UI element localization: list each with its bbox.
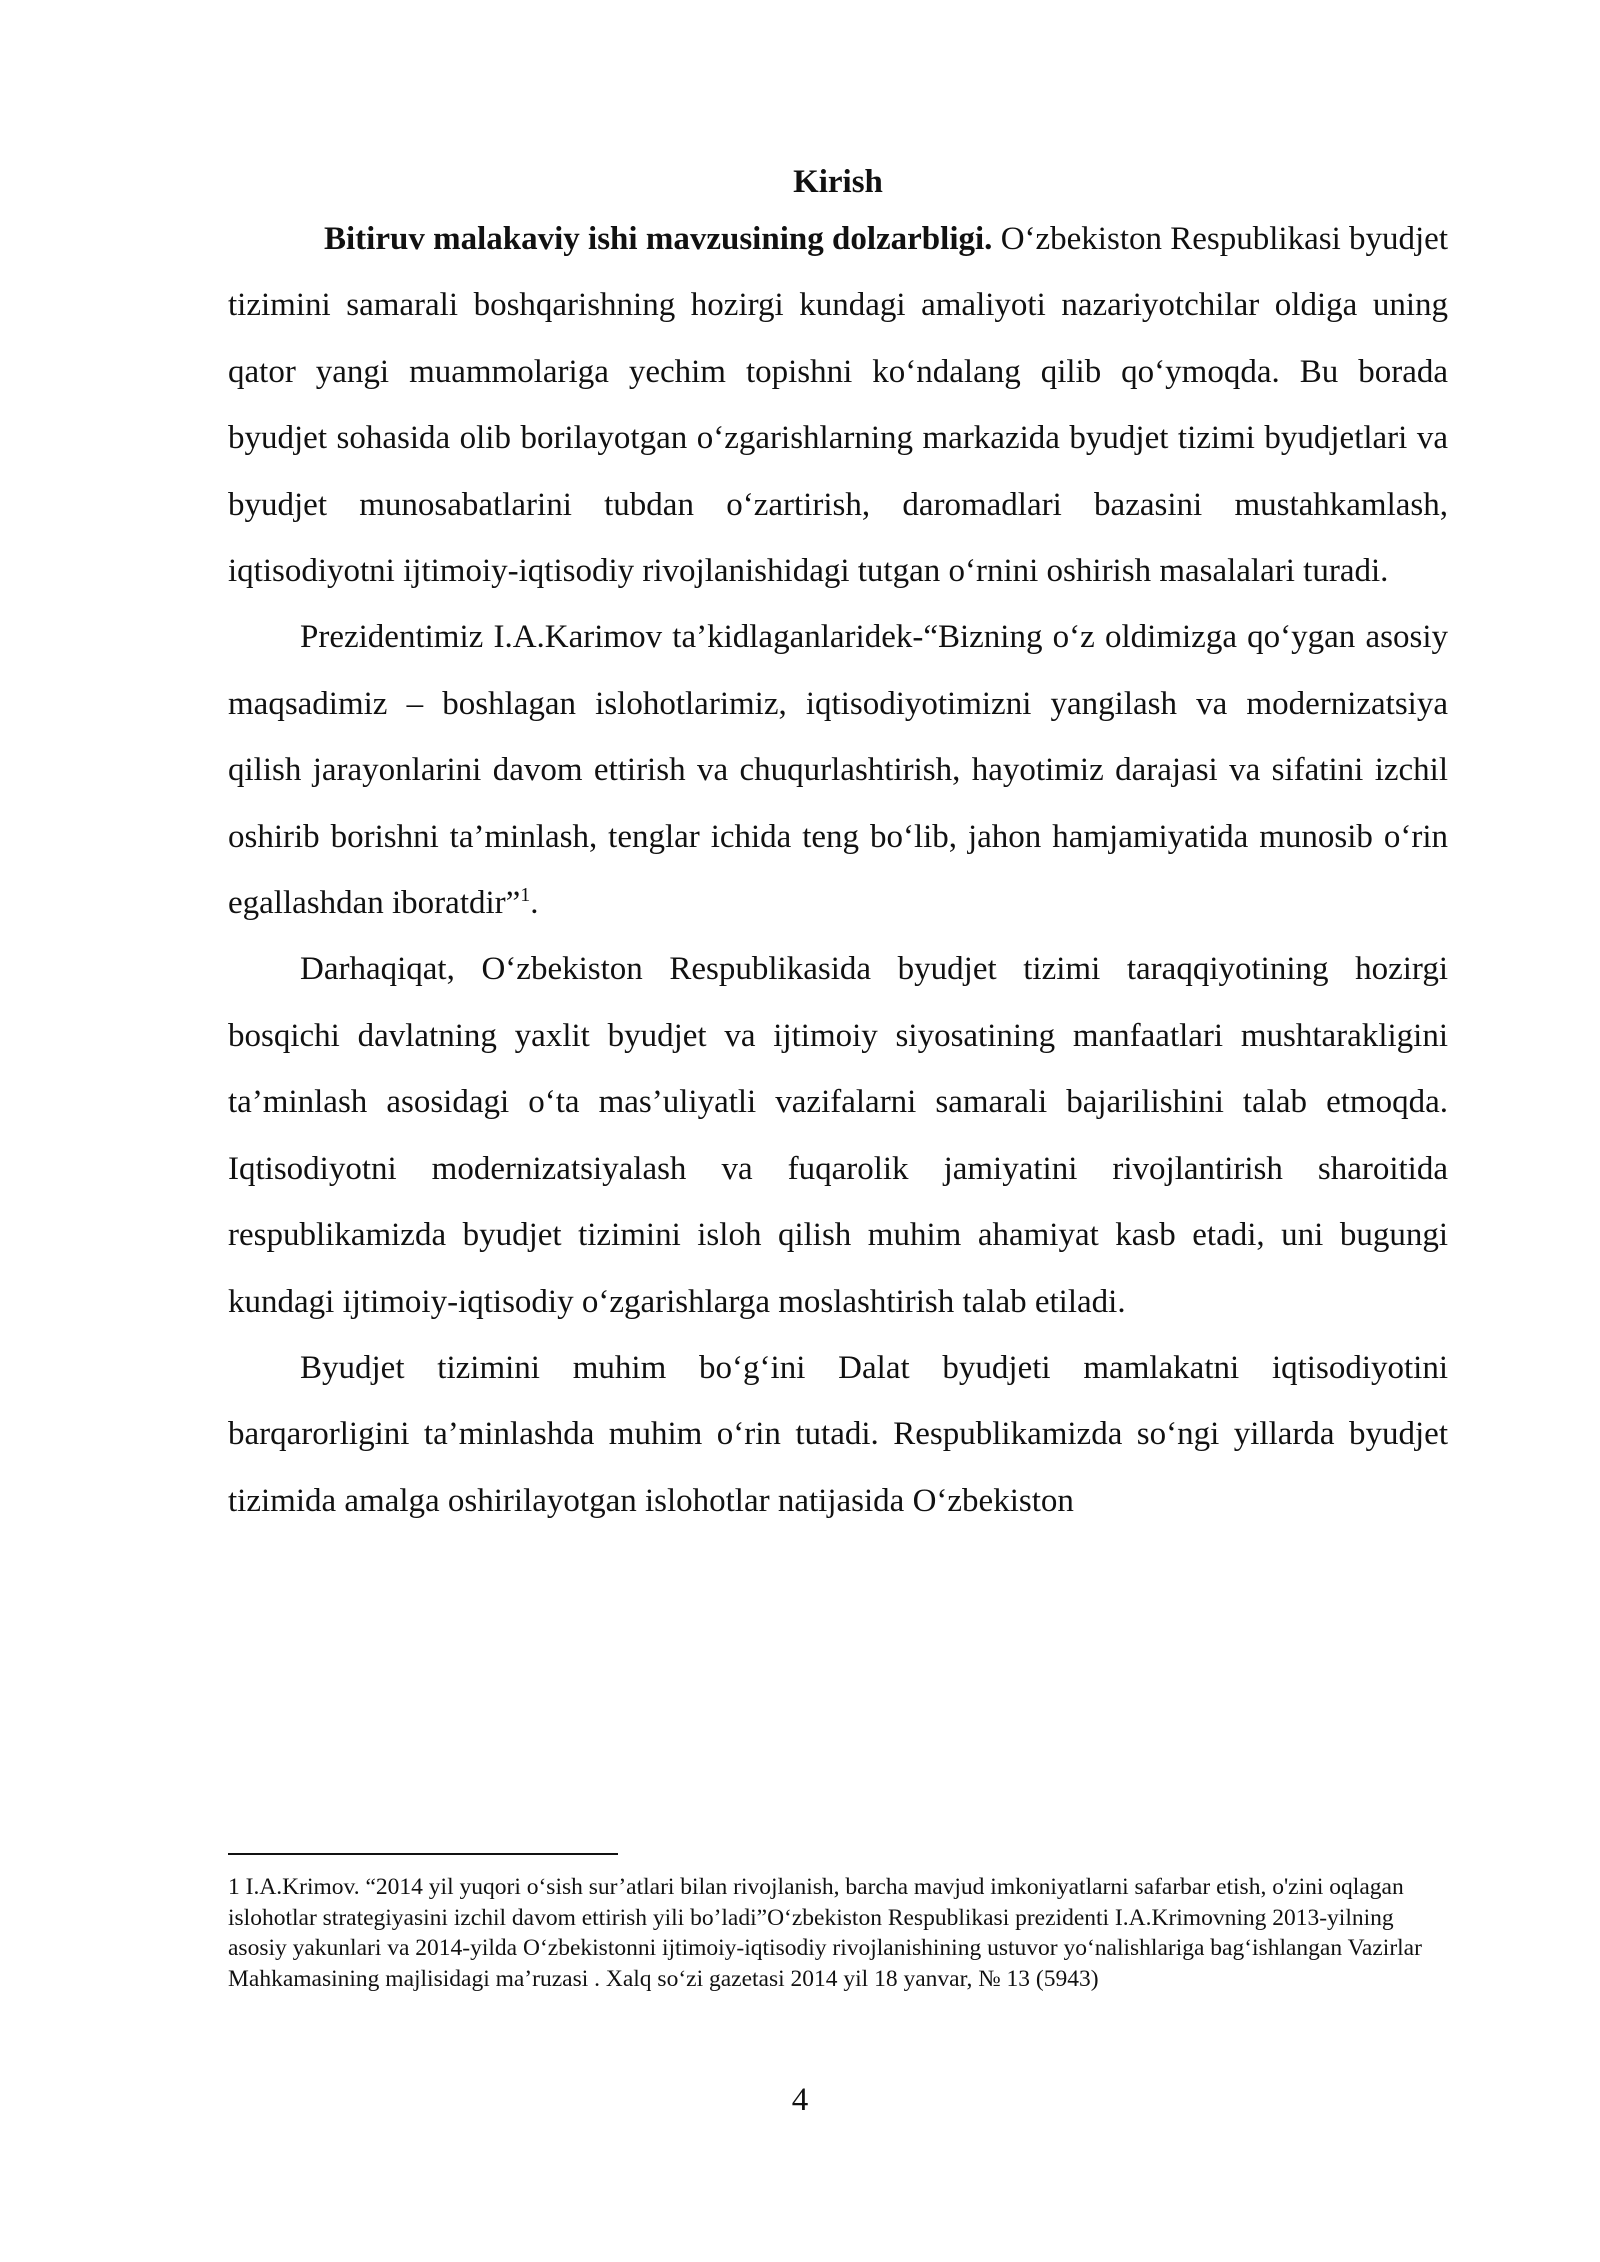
footnote-reference: 1 (520, 884, 531, 907)
paragraph-text: Darhaqiqat, O‘zbekiston Respublikasida byudjet tizimi taraqqiyotining hozirgi bosqichi davlatning yaxlit byudjet va ijtimoiy siyosatining manfaatlari mushtarakligini ta’minlash asosidagi o‘ta mas’uliyatli vazifalarni samarali bajarilishini talab etmoqda. Iqtisodiyotni modernizatsiyalash va fuqarolik jamiyatini rivojlantirish sharoitida respublikamizda byudjet tizimini isloh qilish muhim ahamiyat kasb etadi, uni bugungi kundagi ijtimoiy-iqtisodiy o‘zgarishlarga moslashtirish talab etiladi. (228, 951, 1448, 1320)
paragraph-quote (228, 604, 1448, 936)
footnote: 1 I.A.Krimov. “2014 yil yuqori o‘sish sur’atlari bilan rivojlanish, barcha mavjud imkoniyatlarni safarbar etish, o'zini oqlagan islohotlar strategiyasini izchil davom ettirish yili bo’ladi”O‘zbekiston Respublikasi prezidenti I.A.Krimovning 2013-yilning asosiy yakunlari va 2014-yilda O‘zbekistonni ijtimoiy-iqtisodiy rivojlanishining ustuvor yo‘nalishlariga bag‘ishlangan Vazirlar Mahkamasining majlisidagi ma’ruzasi . Xalq so‘zi gazetasi 2014 yil 18 yanvar, № 13 (5943) (228, 1874, 1422, 1992)
page-number: 4 (791, 2082, 809, 2118)
paragraph-relevance (228, 206, 1448, 604)
footnote-separator (228, 1853, 618, 1855)
paragraph-tail: . (530, 885, 539, 922)
section-title: Kirish (793, 164, 883, 200)
paragraph-budget-system (228, 936, 1448, 1334)
document-body (228, 160, 1448, 1534)
paragraph-lead-heading: Bitiruv malakaviy ishi mavzusining dolzarbligi. (324, 221, 993, 257)
paragraph-state-budget (228, 1335, 1448, 1534)
paragraph-text: O‘zbekiston Respublikasi byudjet tizimini samarali boshqarishning hozirgi kundagi amaliyoti nazariyotchilar oldiga uning qator yangi muammolariga yechim topishni ko‘ndalang qilib qo‘ymoqda. Bu borada byudjet sohasida olib borilayotgan o‘zgarishlarning markazida byudjet tizimi byudjetlari va byudjet munosabatlarini tubdan o‘zartirish, daromadlari bazasini mustahkamlash, iqtisodiyotni ijtimoiy-iqtisodiy rivojlanishidagi tutgan o‘rnini oshirish masalalari turadi. (228, 221, 1448, 590)
paragraph-text: Byudjet tizimini muhim bo‘g‘ini Dalat byudjeti mamlakatni iqtisodiyotini barqarorligini ta’minlashda muhim o‘rin tutadi. Respublikamizda so‘ngi yillarda byudjet tizimida amalga oshirilayotgan islohotlar natijasida O‘zbekiston (228, 1349, 1448, 1519)
paragraph-text: Prezidentimiz I.A.Karimov ta’kidlaganlaridek-“Bizning o‘z oldimizga qo‘ygan asosiy maqsadimiz – boshlagan islohotlarimiz, iqtisodiyotimizni yangilash va modernizatsiya qilish jarayonlarini davom ettirish va chuqurlashtirish, hayotimiz darajasi va sifatini izchil oshirib borishni ta’minlash, tenglar ichida teng bo‘lib, jahon hamjamiyatida munosib o‘rin egallashdan iboratdir” (228, 619, 1448, 922)
